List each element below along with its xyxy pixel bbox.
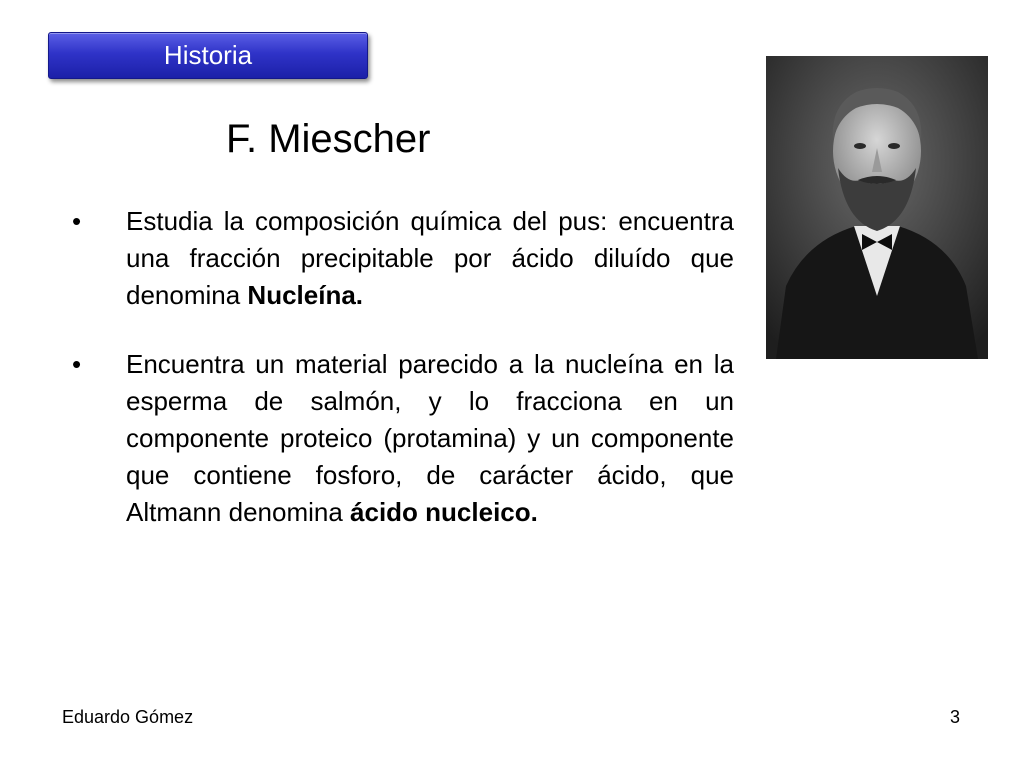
slide-title: F. Miescher: [226, 117, 431, 161]
bullet-marker: •: [72, 206, 82, 236]
bullet-item: [72, 346, 734, 531]
bullet-text: Encuentra un material parecido a la nucleína en la esperma de salmón, y lo fracciona en un componente proteico (protamina) y un componente que contiene fosforo, de carácter ácido, que Altmann denomina ácido nucleico.: [126, 349, 734, 527]
bullet-text: Estudia la composición química del pus: encuentra una fracción precipitable por ácido diluído que denomina Nucleína.: [126, 206, 734, 310]
footer-author: Eduardo Gómez: [62, 707, 194, 727]
bullet-marker: •: [72, 349, 82, 379]
portrait-image: [766, 56, 988, 359]
portrait-photo: [766, 56, 988, 359]
section-tag: Historia: [48, 32, 368, 79]
footer-page-number: 3: [950, 707, 961, 727]
bullet-list: [72, 203, 734, 563]
bullet-item: [72, 203, 734, 314]
